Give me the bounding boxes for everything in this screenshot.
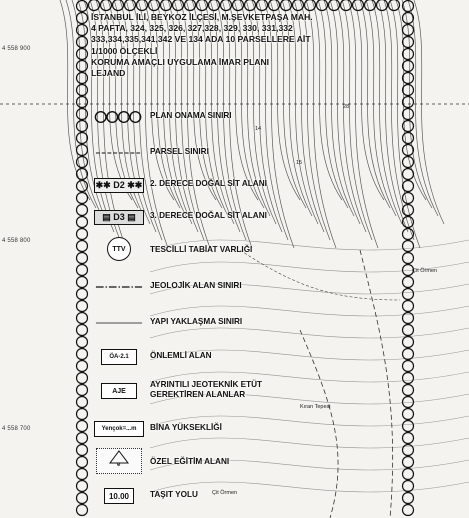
legend-heading: LEJAND — [91, 68, 126, 79]
title-line: KORUMA AMAÇLI UYGULAMA İMAR PLANI — [91, 56, 270, 67]
legend-label: TAŞIT YOLU — [150, 490, 198, 499]
legend-item-tasit-yolu — [0, 483, 400, 513]
legend-item-parsel — [0, 138, 400, 168]
place-label: Çit Örmen — [212, 490, 238, 496]
legend-label: BİNA YÜKSEKLİĞİ — [150, 423, 222, 432]
legend-item-jeolojik — [0, 272, 400, 302]
legend-label — [150, 380, 262, 400]
legend-label: PARSEL SINIRI — [150, 147, 209, 156]
title-line: 4 PAFTA, 324, 325, 326, 327,328, 329, 330, 331,332 — [91, 23, 293, 34]
legend-item-d2 — [0, 170, 400, 200]
legend-item-yapi-yaklasma — [0, 308, 400, 338]
plan-title — [91, 12, 361, 79]
title-line: İSTANBUL İLİ, BEYKOZ İLÇESİ, M.ŞEVKETPAŞA MAH. — [91, 12, 313, 22]
d3-symbol: ▤ D3 ▤ — [94, 206, 144, 228]
coordinate-label: 4 558 800 — [2, 238, 31, 244]
height-symbol: Yençok=...m — [94, 418, 144, 440]
legend-item-ttv — [0, 236, 400, 266]
spot-number: 28 — [343, 104, 350, 110]
dashed-line-symbol — [94, 142, 144, 164]
legend-label: ÖNLEMLİ ALAN — [150, 351, 212, 360]
legend-item-bina-yuksekligi — [0, 414, 400, 444]
oa-symbol: ÖA-2.1 — [94, 346, 144, 368]
legend-label-line: GEREKTİREN ALANLAR — [150, 390, 246, 399]
legend-label: YAPI YAKLAŞMA SINIRI — [150, 317, 243, 326]
legend-item-d3 — [0, 202, 400, 232]
spot-number: 15 — [296, 160, 303, 166]
legend-label: 2. DERECE DOĞAL SİT ALANI — [150, 179, 267, 188]
legend-label-line: AYRINTILI JEOTEKNİK ETÜT — [150, 380, 263, 389]
legend-label: JEOLOJİK ALAN SINIRI — [150, 281, 242, 290]
d2-symbol: ✱✱ D2 ✱✱ — [94, 174, 144, 196]
legend-item-ozel-egitim — [0, 448, 400, 478]
legend-item-aje — [0, 376, 400, 406]
legend-label: ÖZEL EĞİTİM ALANI — [150, 457, 230, 466]
place-label: Kıran Tepesi — [300, 404, 331, 410]
ttv-symbol: TTV — [94, 238, 144, 260]
title-line: 1/1000 ÖLÇEKLİ — [91, 45, 158, 56]
place-label: Çit Örmen — [412, 268, 438, 274]
road-symbol: 10.00 — [94, 485, 144, 507]
title-line: 333,334,335,341,342 VE 134 ADA 10 PARSELLERE AİT — [91, 34, 311, 45]
aje-symbol: AJE — [94, 380, 144, 402]
coordinate-label: 4 558 900 — [2, 46, 31, 52]
legend-label: TESCİLLİ TABİAT VARLIĞI — [150, 245, 253, 254]
thin-line-symbol — [94, 312, 144, 334]
legend-label: 3. DERECE DOĞAL SİT ALANI — [150, 211, 267, 220]
dash-dot-line-symbol — [94, 276, 144, 298]
legend-item-onlemli — [0, 342, 400, 372]
triangle-symbol: e — [94, 450, 144, 472]
coordinate-label: 4 558 700 — [2, 426, 31, 432]
legend-label: PLAN ONAMA SINIRI — [150, 111, 232, 120]
legend-item-plan-onama — [0, 102, 400, 132]
circles-symbol — [94, 106, 144, 128]
spot-number: 14 — [255, 126, 262, 132]
